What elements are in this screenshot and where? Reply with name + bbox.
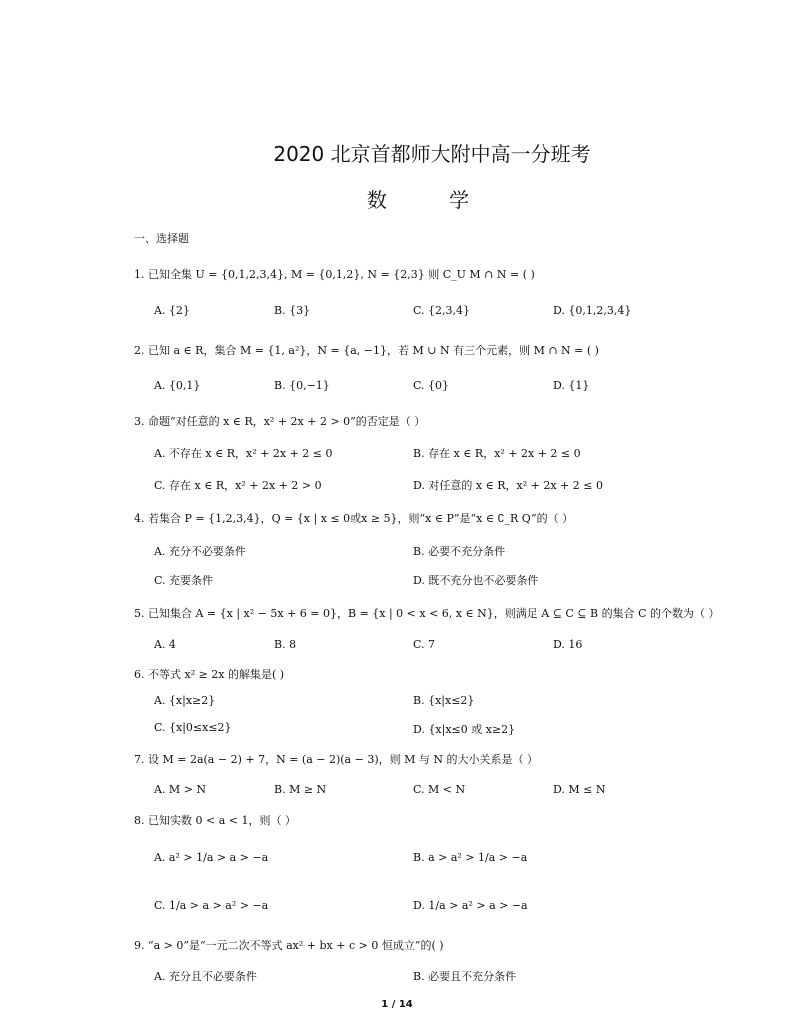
question-2-option-d: D. {1} bbox=[553, 379, 590, 392]
question-1: 1. 已知全集 U = {0,1,2,3,4}, M = {0,1,2}, N = {2,3} 则 C_U M ∩ N = ( ) bbox=[134, 268, 535, 281]
question-1-option-c: C. {2,3,4} bbox=[413, 304, 471, 317]
question-5-option-c: C. 7 bbox=[413, 638, 436, 651]
question-5-option-b: B. 8 bbox=[274, 638, 297, 651]
question-4-option-b: B. 必要不充分条件 bbox=[413, 545, 506, 558]
question-6-option-c: C. {x|0≤x≤2} bbox=[154, 721, 232, 734]
question-9-option-a: A. 充分且不必要条件 bbox=[154, 970, 257, 983]
document-subtitle: 数 学 bbox=[366, 188, 498, 212]
question-8-option-c: C. 1/a > a > a² > −a bbox=[154, 899, 269, 912]
section-heading: 一、选择题 bbox=[134, 232, 189, 245]
question-4-option-c: C. 充要条件 bbox=[154, 574, 214, 587]
question-8-option-b: B. a > a² > 1/a > −a bbox=[413, 851, 528, 864]
question-3-option-b: B. 存在 x ∈ R，x² + 2x + 2 ≤ 0 bbox=[413, 447, 581, 460]
question-2-option-a: A. {0,1} bbox=[154, 379, 201, 392]
question-8: 8. 已知实数 0 < a < 1，则（ ） bbox=[134, 814, 296, 827]
document-title: 2020 北京首都师大附中高一分班考 bbox=[273, 142, 591, 166]
question-9-option-b: B. 必要且不充分条件 bbox=[413, 970, 517, 983]
question-6: 6. 不等式 x² ≥ 2x 的解集是( ) bbox=[134, 668, 285, 681]
question-6-option-d: D. {x|x≤0 或 x≥2} bbox=[413, 723, 516, 736]
question-8-option-d: D. 1/a > a² > a > −a bbox=[413, 899, 528, 912]
question-2: 2. 已知 a ∈ R，集合 M = {1, a²}，N = {a, −1}，若 M ∪ N 有三个元素，则 M ∩ N = ( ) bbox=[134, 344, 599, 357]
question-5-option-d: D. 16 bbox=[553, 638, 583, 651]
page-number: 1 / 14 bbox=[381, 999, 413, 1010]
question-1-option-b: B. {3} bbox=[274, 304, 311, 317]
question-9: 9. “a > 0”是“一元二次不等式 ax² + bx + c > 0 恒成立”的( ) bbox=[134, 939, 444, 952]
question-5-option-a: A. 4 bbox=[154, 638, 176, 651]
question-4-option-d: D. 既不充分也不必要条件 bbox=[413, 574, 539, 587]
question-6-option-b: B. {x|x≤2} bbox=[413, 694, 475, 707]
question-2-option-b: B. {0,−1} bbox=[274, 379, 330, 392]
question-1-option-d: D. {0,1,2,3,4} bbox=[553, 304, 632, 317]
question-7: 7. 设 M = 2a(a − 2) + 7，N = (a − 2)(a − 3)，则 M 与 N 的大小关系是（ ） bbox=[134, 753, 538, 766]
question-7-option-b: B. M ≥ N bbox=[274, 783, 327, 796]
question-6-option-a: A. {x|x≥2} bbox=[154, 694, 216, 707]
question-4-option-a: A. 充分不必要条件 bbox=[154, 545, 246, 558]
question-1-option-a: A. {2} bbox=[154, 304, 190, 317]
question-7-option-c: C. M < N bbox=[413, 783, 466, 796]
question-8-option-a: A. a² > 1/a > a > −a bbox=[154, 851, 269, 864]
question-3: 3. 命题“对任意的 x ∈ R，x² + 2x + 2 > 0”的否定是（ ） bbox=[134, 415, 426, 428]
question-4: 4. 若集合 P = {1,2,3,4}，Q = {x | x ≤ 0或x ≥ 5}，则“x ∈ P”是“x ∈ ∁_R Q”的（ ） bbox=[134, 512, 574, 525]
question-3-option-c: C. 存在 x ∈ R，x² + 2x + 2 > 0 bbox=[154, 479, 322, 492]
question-2-option-c: C. {0} bbox=[413, 379, 450, 392]
question-7-option-d: D. M ≤ N bbox=[553, 783, 606, 796]
question-5: 5. 已知集合 A = {x | x² − 5x + 6 = 0}，B = {x | 0 < x < 6, x ∈ N}，则满足 A ⊆ C ⊆ B 的集合 C 的个数为（ ） bbox=[134, 607, 720, 620]
question-3-option-d: D. 对任意的 x ∈ R，x² + 2x + 2 ≤ 0 bbox=[413, 479, 603, 492]
question-3-option-a: A. 不存在 x ∈ R，x² + 2x + 2 ≤ 0 bbox=[154, 447, 333, 460]
question-7-option-a: A. M > N bbox=[154, 783, 207, 796]
